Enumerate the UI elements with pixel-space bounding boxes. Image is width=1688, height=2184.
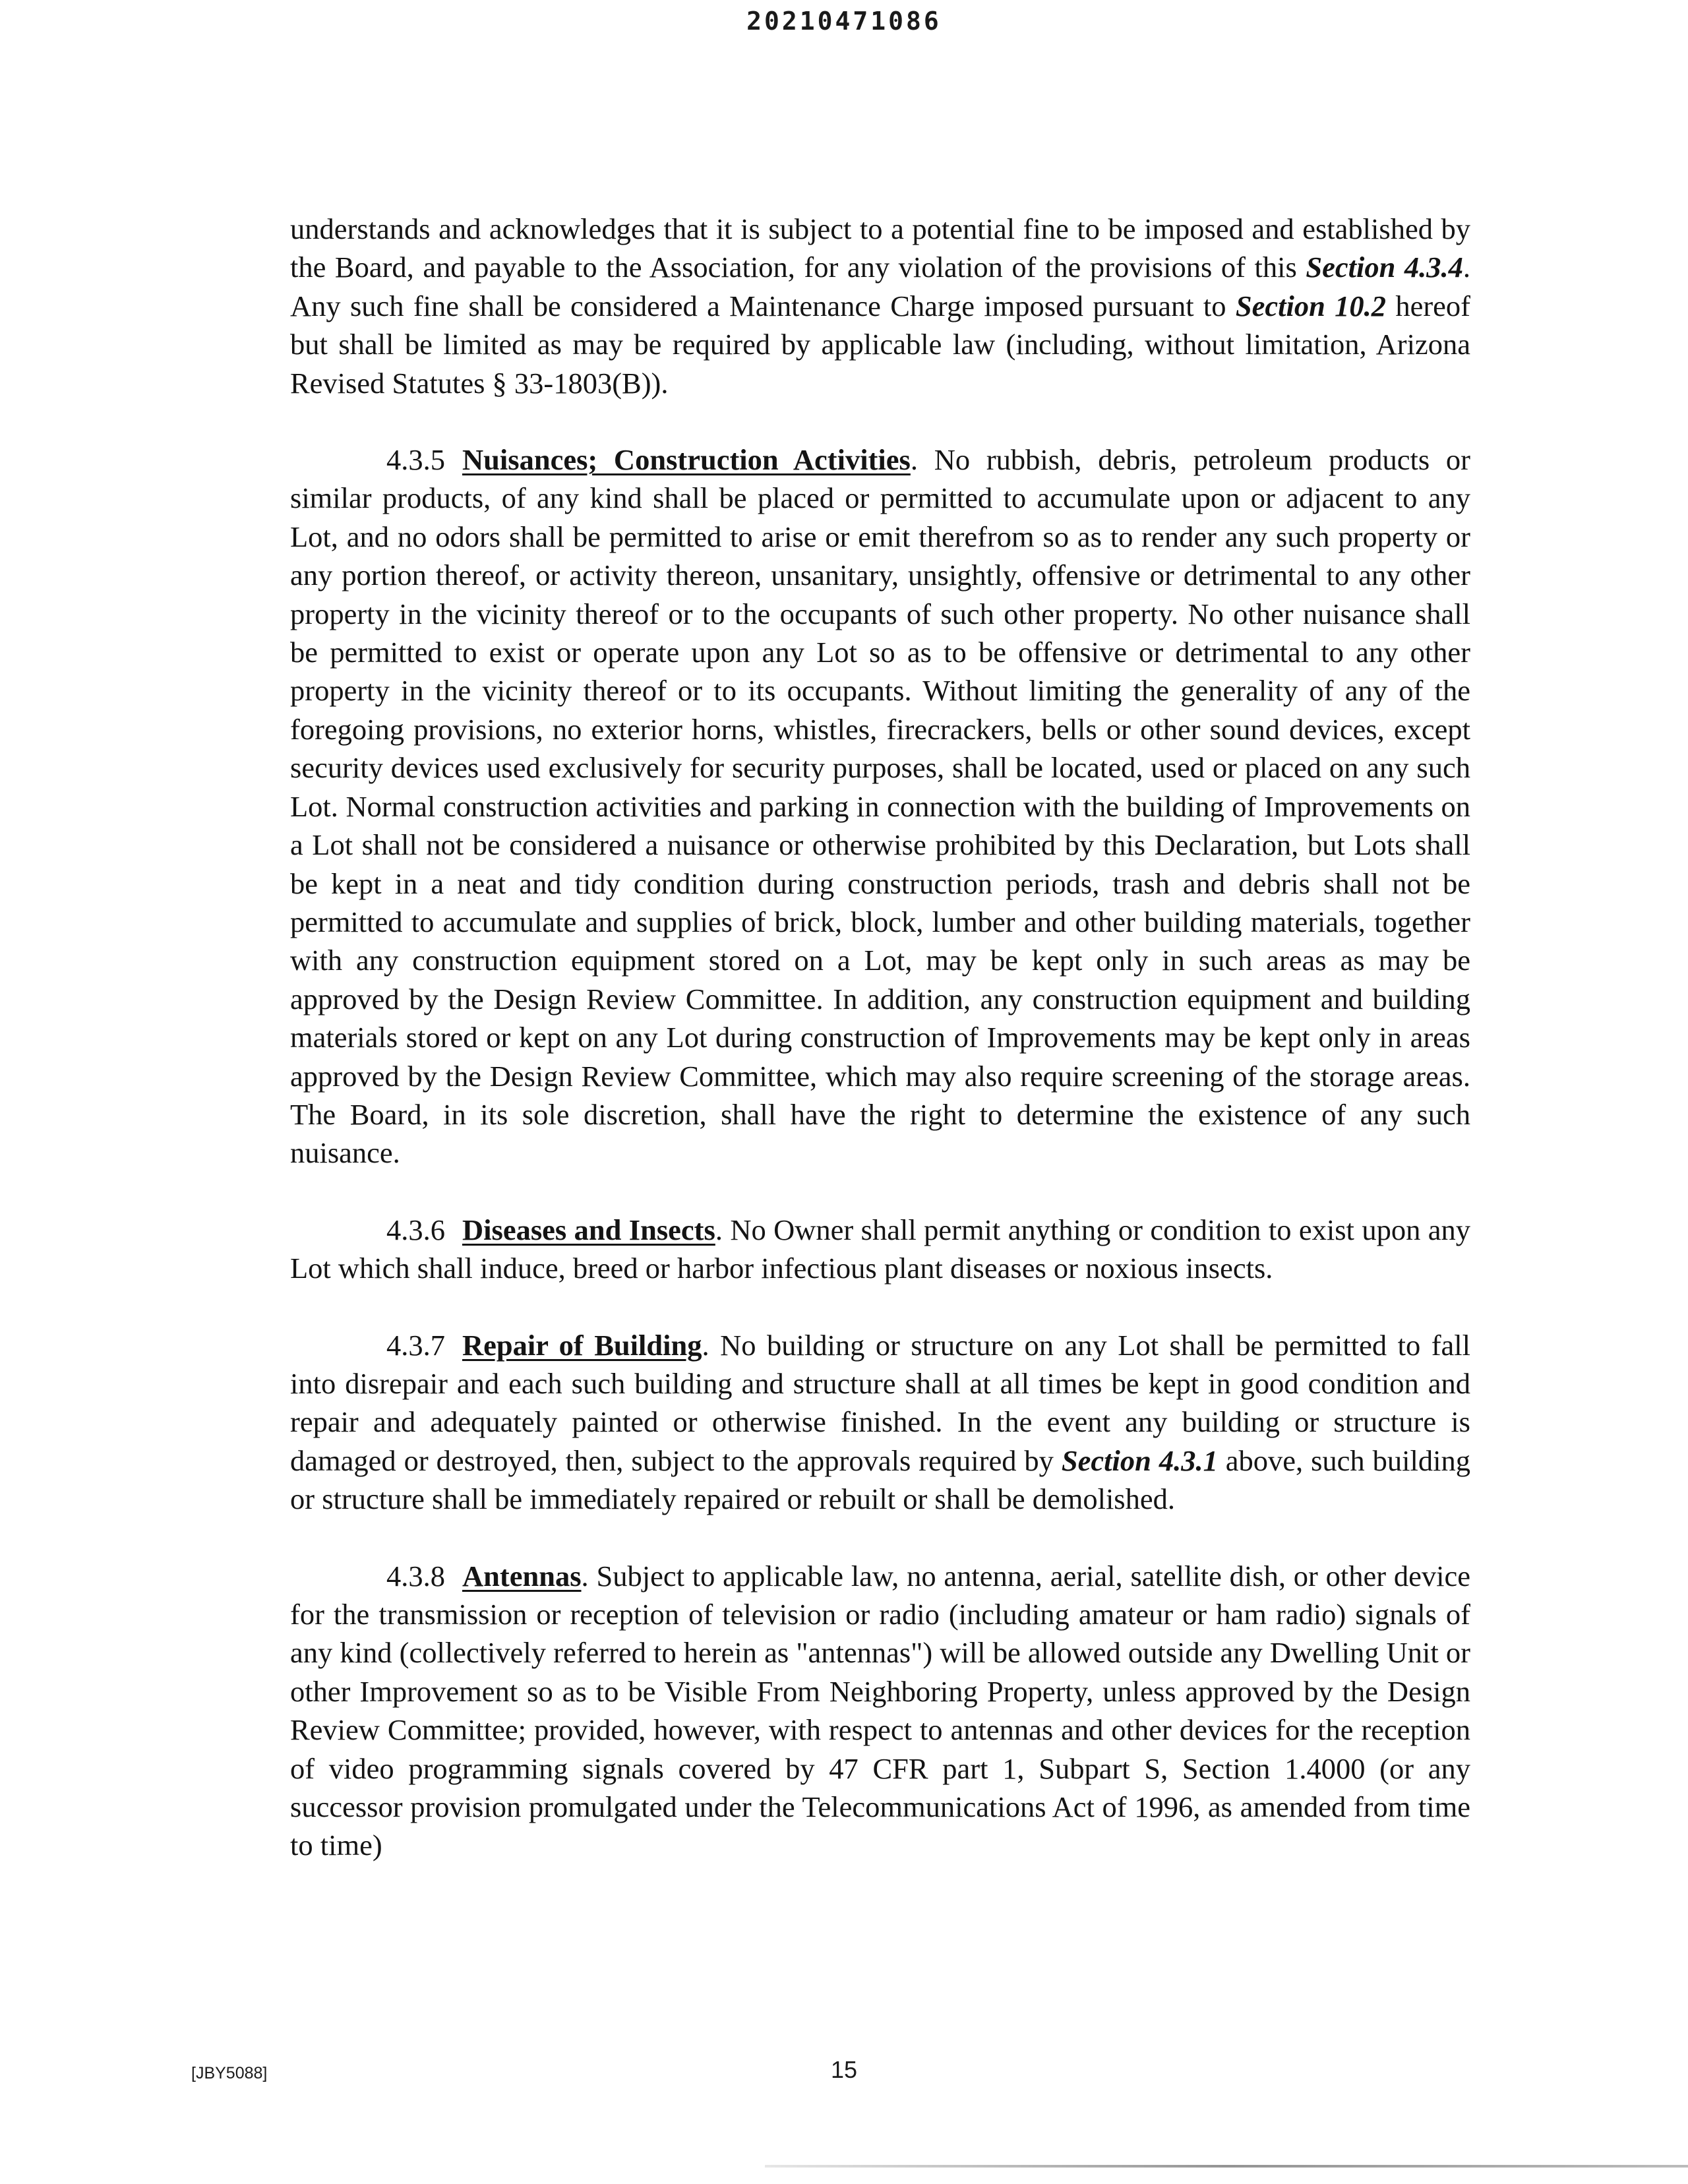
section-number: 4.3.6 bbox=[386, 1213, 445, 1246]
section-number: 4.3.8 bbox=[386, 1559, 445, 1592]
section-text: . No Owner shall permit anything or condition to exist upon any Lot which shall induce, breed or harbor infectious plant diseases or noxious insects. bbox=[290, 1213, 1470, 1285]
section-text: . Subject to applicable law, no antenna, aerial, satellite dish, or other device for the transmission or reception of television or radio (including amateur or ham radio) signals of any kind (collectively referred to herein as "antennas") will be allowed outside any Dwelling Unit or other Improvement so as to be Visible From Neighboring Property, unless approved by the Design Review Committee; provided, however, with respect to antennas and other devices for the reception of video programming signals covered by 47 CFR part 1, Subpart S, Section 1.4000 (or any successor provision promulgated under the Telecommunications Act of 1996, as amended from time to time) bbox=[290, 1559, 1470, 1862]
paragraph-4-3-8 bbox=[290, 1557, 1470, 1865]
text-run: . Any such fine shall be considered a Maintenance Charge imposed pursuant to bbox=[290, 251, 1470, 322]
paragraph-4-3-5 bbox=[290, 440, 1470, 1172]
section-text: . No rubbish, debris, petroleum products or similar products, of any kind shall be placed or permitted to accumulate upon or adjacent to any Lot, and no odors shall be permitted to arise or emit therefrom so as to render any such property or any portion thereof, or activity thereon, unsanitary, unsightly, offensive or detrimental to any other property in the vicinity thereof or to the occupants of such other property. No other nuisance shall be permitted to exist or operate upon any Lot so as to be offensive or detrimental to any other property in the vicinity thereof or to its occupants. Without limiting the generality of any of the foregoing provisions, no exterior horns, whistles, firecrackers, bells or other sound devices, except security devices used exclusively for security purposes, shall be located, used or placed on any such Lot. Normal construction activities and parking in connection with the building of Improvements on a Lot shall not be considered a nuisance or otherwise prohibited by this Declaration, but Lots shall be kept in a neat and tidy condition during construction periods, trash and debris shall not be permitted to accumulate and supplies of brick, block, lumber and other building materials, together with any construction equipment stored on a Lot, may be kept only in such areas as may be approved by the Design Review Committee. In addition, any construction equipment and building materials stored or kept on any Lot during construction of Improvements may be kept only in areas approved by the Design Review Committee, which may also require screening of the storage areas. The Board, in its sole discretion, shall have the right to determine the existence of any such nuisance. bbox=[290, 443, 1470, 1170]
section-number: 4.3.5 bbox=[386, 443, 445, 477]
page-number: 15 bbox=[830, 2056, 858, 2083]
document-body bbox=[290, 210, 1470, 1903]
section-reference: Section 4.3.4 bbox=[1306, 251, 1463, 284]
section-text: above, such building or structure shall be immediately repaired or rebuilt or shall be demolished. bbox=[290, 1443, 1470, 1516]
text-run: hereof but shall be limited as may be required by applicable law (including, without limitation, Arizona Revised Statutes § 33-1803(B)). bbox=[290, 289, 1471, 400]
section-text: . No building or structure on any Lot shall be permitted to fall into disrepair and each such building and structure shall at all times be kept in good condition and repair and adequately painted or otherwise finished. In the event any building or structure is damaged or destroyed, then, subject to the approvals required by bbox=[290, 1328, 1470, 1477]
section-heading: Diseases and Insects bbox=[462, 1213, 715, 1246]
footer-document-code: [JBY5088] bbox=[191, 2064, 268, 2082]
paragraph-4-3-7 bbox=[290, 1326, 1470, 1519]
scan-artifact-line bbox=[765, 2165, 1688, 2168]
section-heading: Nuisances; Construction Activities bbox=[462, 443, 911, 477]
section-reference: Section 4.3.1 bbox=[1061, 1443, 1218, 1477]
section-heading: Antennas bbox=[462, 1559, 582, 1592]
paragraph-4-3-6 bbox=[290, 1211, 1470, 1288]
text-run: understands and acknowledges that it is subject to a potential fine to be imposed and established by the Board, and payable to the Association, for any violation of the provisions of this bbox=[290, 212, 1470, 284]
section-heading: Repair of Building bbox=[462, 1328, 702, 1362]
paragraph-4-3-4-continuation bbox=[290, 210, 1470, 402]
section-number: 4.3.7 bbox=[386, 1328, 445, 1362]
recording-number: 20210471086 bbox=[746, 7, 942, 36]
section-reference: Section 10.2 bbox=[1235, 289, 1387, 322]
